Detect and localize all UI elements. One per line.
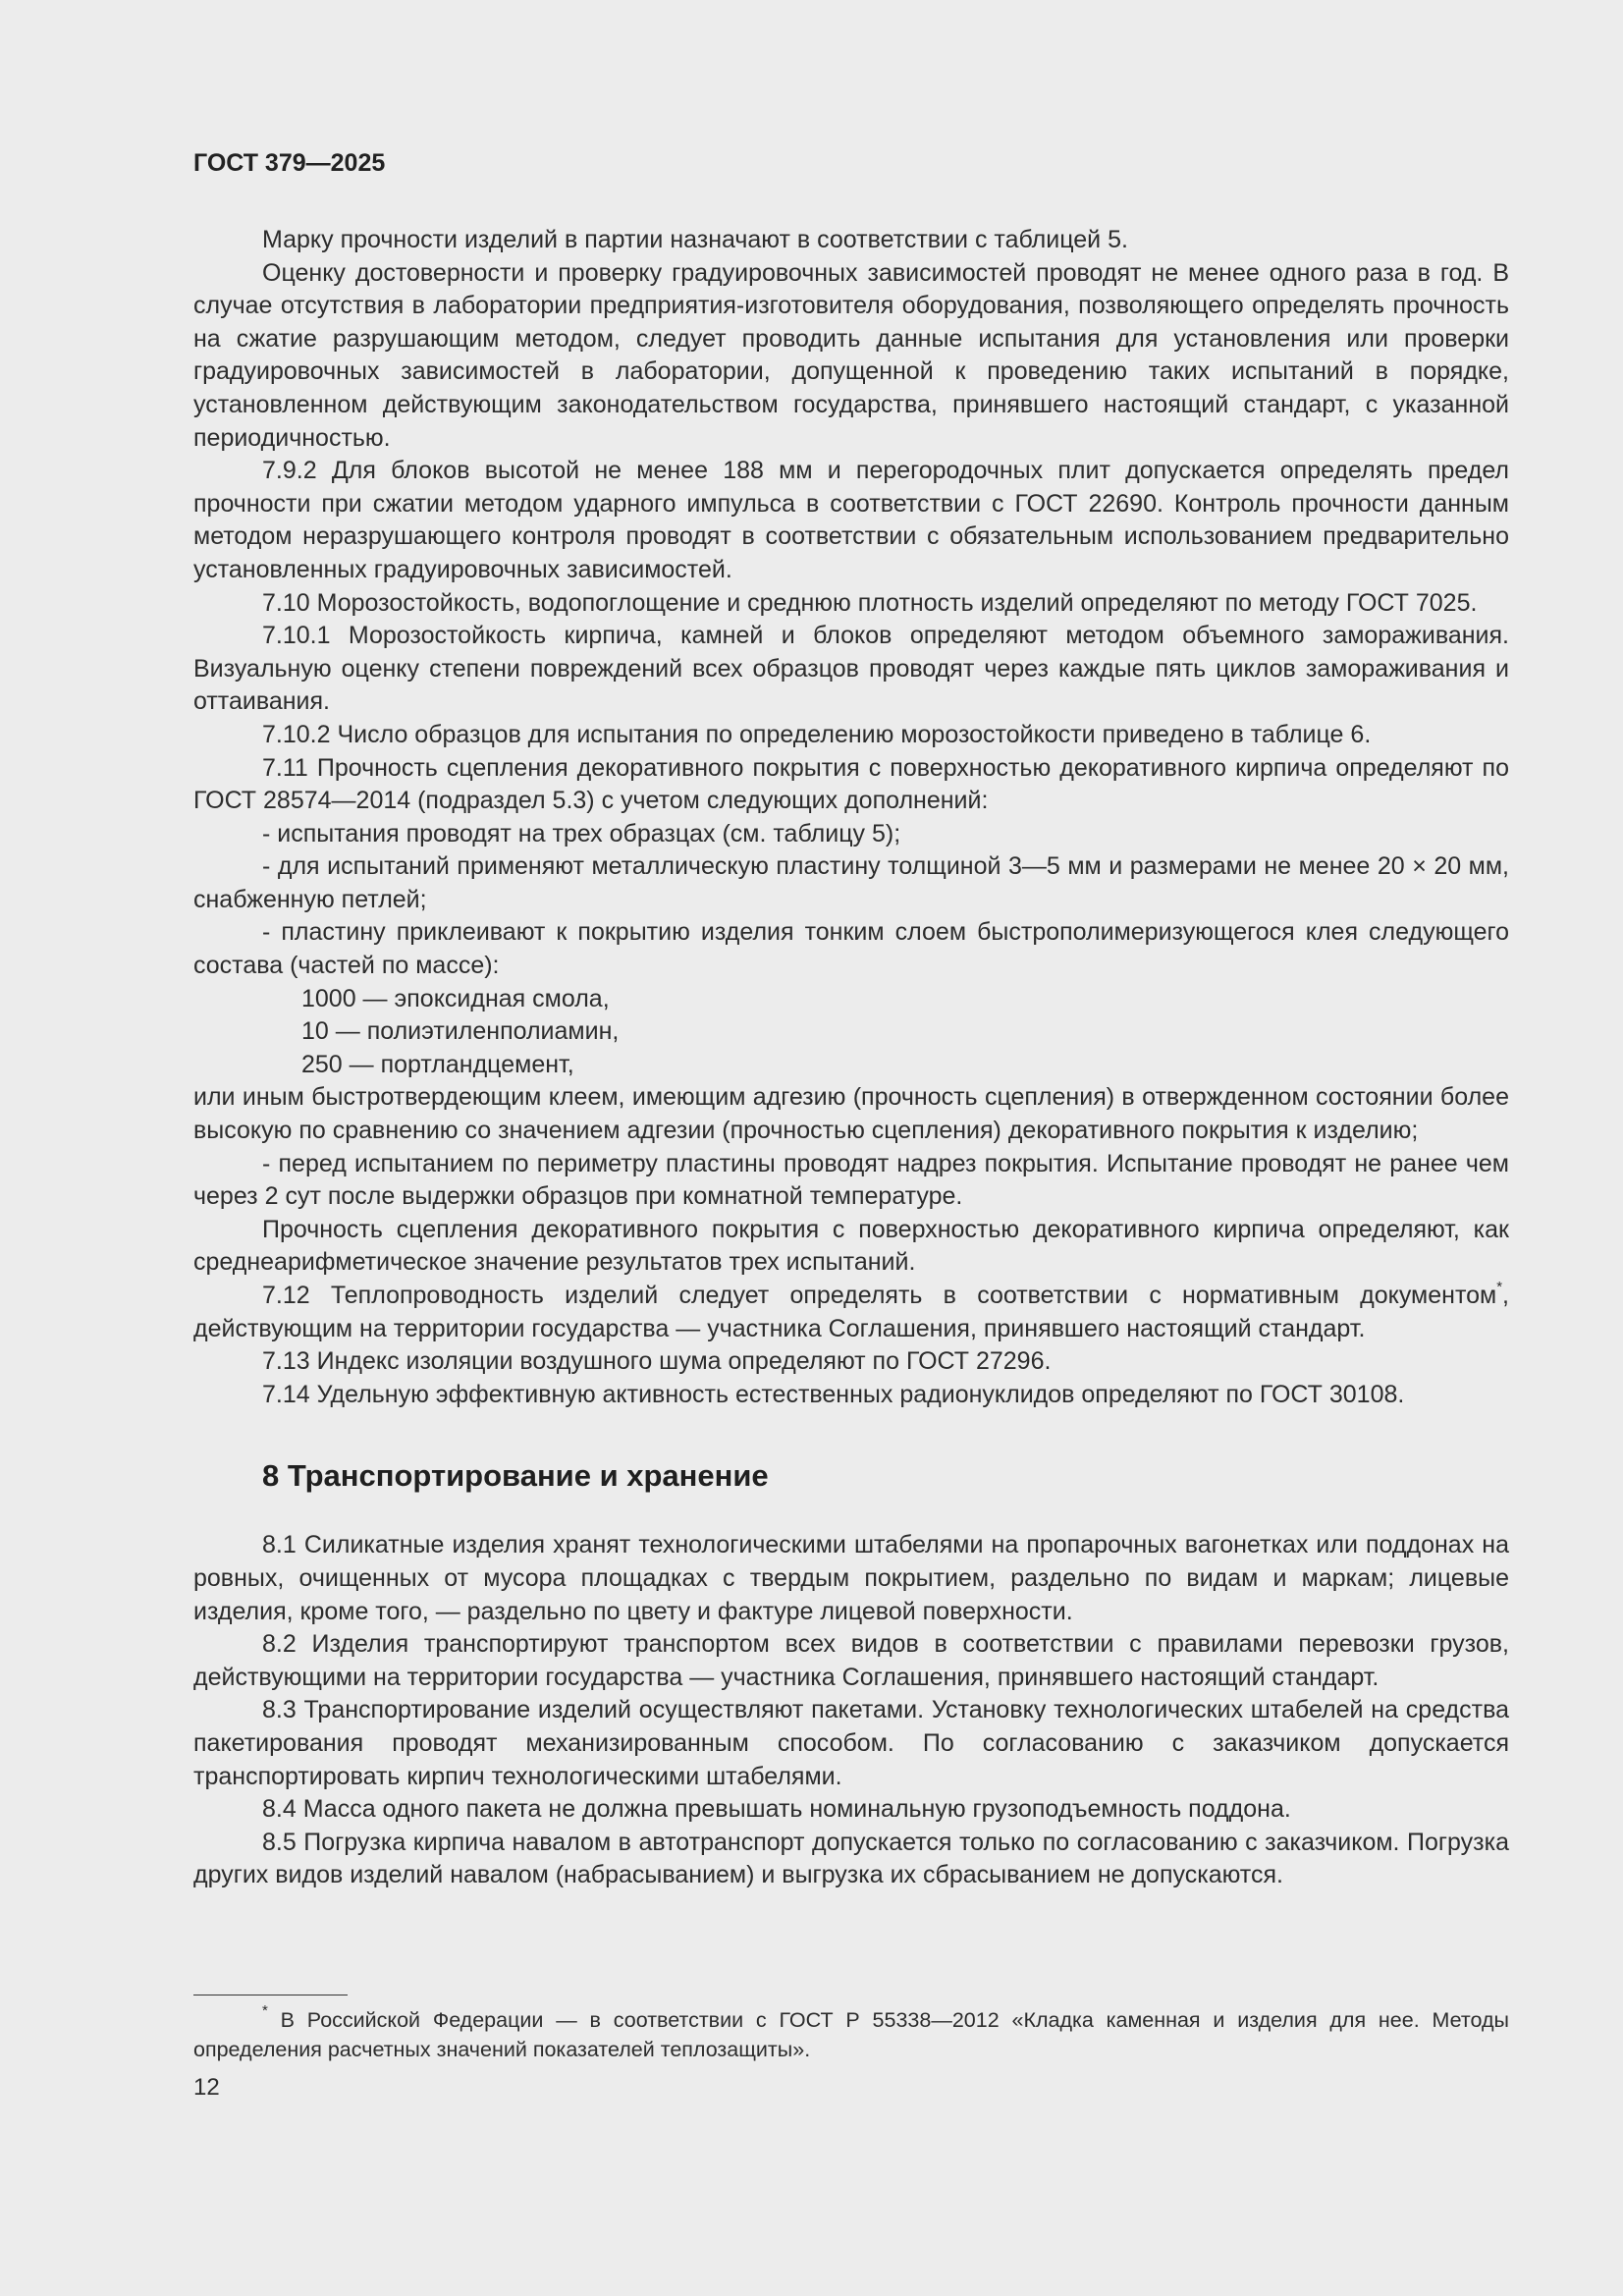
paragraph: или иным быстротвердеющим клеем, имеющим адгезию (прочность сцепления) в отвержденном состоянии более высокую по сравнению со значением адгезии (прочностью сцепления) декоративного покрытия к изделию;: [193, 1083, 1509, 1145]
paragraph: Прочность сцепления декоративного покрытия с поверхностью декоративного кирпича определяют, как среднеарифметическое значение результатов трех испытаний.: [193, 1215, 1509, 1277]
paragraph: 7.13 Индекс изоляции воздушного шума определяют по ГОСТ 27296.: [262, 1347, 1052, 1376]
list-item: - для испытаний применяют металлическую пластину толщиной 3—5 мм и размерами не менее 20 × 20 мм, снабженную петлей;: [193, 852, 1509, 913]
page-number: 12: [193, 2074, 220, 2101]
paragraph: Оценку достоверности и проверку градуировочных зависимостей проводят не менее одного раза в год. В случае отсутствия в лаборатории предприятия-изготовителя оборудования, позволяющего определять прочность на сжатие разрушающим методом, следует проводить данные испытания для установления или проверки градуировочных зависимостей в лаборатории, допущенной к проведению таких испытаний в порядке, установленном действующим законодательством государства, принявшего настоящий стандарт, с указанной периодичностью.: [193, 258, 1509, 452]
paragraph-text: 7.12 Теплопроводность изделий следует определять в соответствии с нормативным документом: [262, 1282, 1497, 1309]
composition-line: 1000 — эпоксидная смола,: [301, 984, 610, 1012]
paragraph: 7.14 Удельную эффективную активность естественных радионуклидов определяют по ГОСТ 30108.: [262, 1380, 1405, 1408]
paragraph-with-footnote: [193, 1280, 1509, 1345]
footnote-reference: *: [1496, 1279, 1503, 1295]
list-item: - перед испытанием по периметру пластины проводят надрез покрытия. Испытание проводят не ранее чем через 2 сут после выдержки образцов при комнатной температуре.: [193, 1149, 1509, 1211]
paragraph: Марку прочности изделий в партии назначают в соответствии с таблицей 5.: [262, 226, 1128, 253]
paragraph: 7.10.2 Число образцов для испытания по определению морозостойкости приведено в таблице 6.: [262, 720, 1372, 748]
paragraph-text: , действующим на территории государства — участника Соглашения, принявшего настоящий стандарт.: [193, 1282, 1509, 1342]
paragraph: 8.5 Погрузка кирпича навалом в автотранспорт допускается только по согласованию с заказчиком. Погрузка других видов изделий навалом (набрасыванием) и выгрузка их сбрасыванием не допускаются.: [193, 1828, 1509, 1889]
section-heading: 8 Транспортирование и хранение: [262, 1458, 769, 1494]
list-item: - испытания проводят на трех образцах (см. таблицу 5);: [262, 819, 901, 847]
paragraph: 7.10 Морозостойкость, водопоглощение и среднюю плотность изделий определяют по методу ГОСТ 7025.: [262, 588, 1478, 617]
list-item: - пластину приклеивают к покрытию изделия тонким слоем быстрополимеризующегося клея следующего состава (частей по массе):: [193, 918, 1509, 980]
composition-line: 250 — портландцемент,: [301, 1050, 574, 1078]
paragraph: 8.3 Транспортирование изделий осуществляют пакетами. Установку технологических штабелей на средства пакетирования проводят механизированным способом. По согласованию с заказчиком допускается транспортировать кирпич технологическими штабелями.: [193, 1696, 1509, 1790]
paragraph: 7.11 Прочность сцепления декоративного покрытия с поверхностью декоративного кирпича определяют по ГОСТ 28574—2014 (подраздел 5.3) с учетом следующих дополнений:: [193, 753, 1509, 815]
paragraph: 8.4 Масса одного пакета не должна превышать номинальную грузоподъемность поддона.: [262, 1795, 1291, 1824]
paragraph: 8.2 Изделия транспортируют транспортом всех видов в соответствии с правилами перевозки грузов, действующими на территории государства — участника Соглашения, принявшего настоящий стандарт.: [193, 1630, 1509, 1691]
document-header: ГОСТ 379—2025: [193, 149, 386, 177]
paragraph: 7.10.1 Морозостойкость кирпича, камней и блоков определяют методом объемного замораживания. Визуальную оценку степени повреждений всех образцов проводят через каждые пять циклов замораживания и оттаивания.: [193, 622, 1509, 716]
footnote-mark: *: [262, 2002, 268, 2019]
paragraph: 7.9.2 Для блоков высотой не менее 188 мм и перегородочных плит допускается определять предел прочности при сжатии методом ударного импульса в соответствии с ГОСТ 22690. Контроль прочности данным методом неразрушающего контроля проводят в соответствии с обязательным использованием предварительно установленных градуировочных зависимостей.: [193, 457, 1509, 583]
footnote-body: В Российской Федерации — в соответствии с ГОСТ Р 55338—2012 «Кладка каменная и изделия для нее. Методы определения расчетных значений показателей теплозащиты».: [193, 2008, 1509, 2061]
paragraph: 8.1 Силикатные изделия хранят технологическими штабелями на пропарочных вагонетках или поддонах на ровных, очищенных от мусора площадках с твердым покрытием, раздельно по видам и маркам; лицевые изделия, кроме того, — раздельно по цвету и фактуре лицевой поверхности.: [193, 1531, 1509, 1625]
footnote-text: [193, 2002, 1509, 2064]
document-body: [193, 224, 1509, 1892]
composition-line: 10 — полиэтиленполиамин,: [301, 1017, 620, 1046]
footnote: [193, 2002, 1509, 2064]
